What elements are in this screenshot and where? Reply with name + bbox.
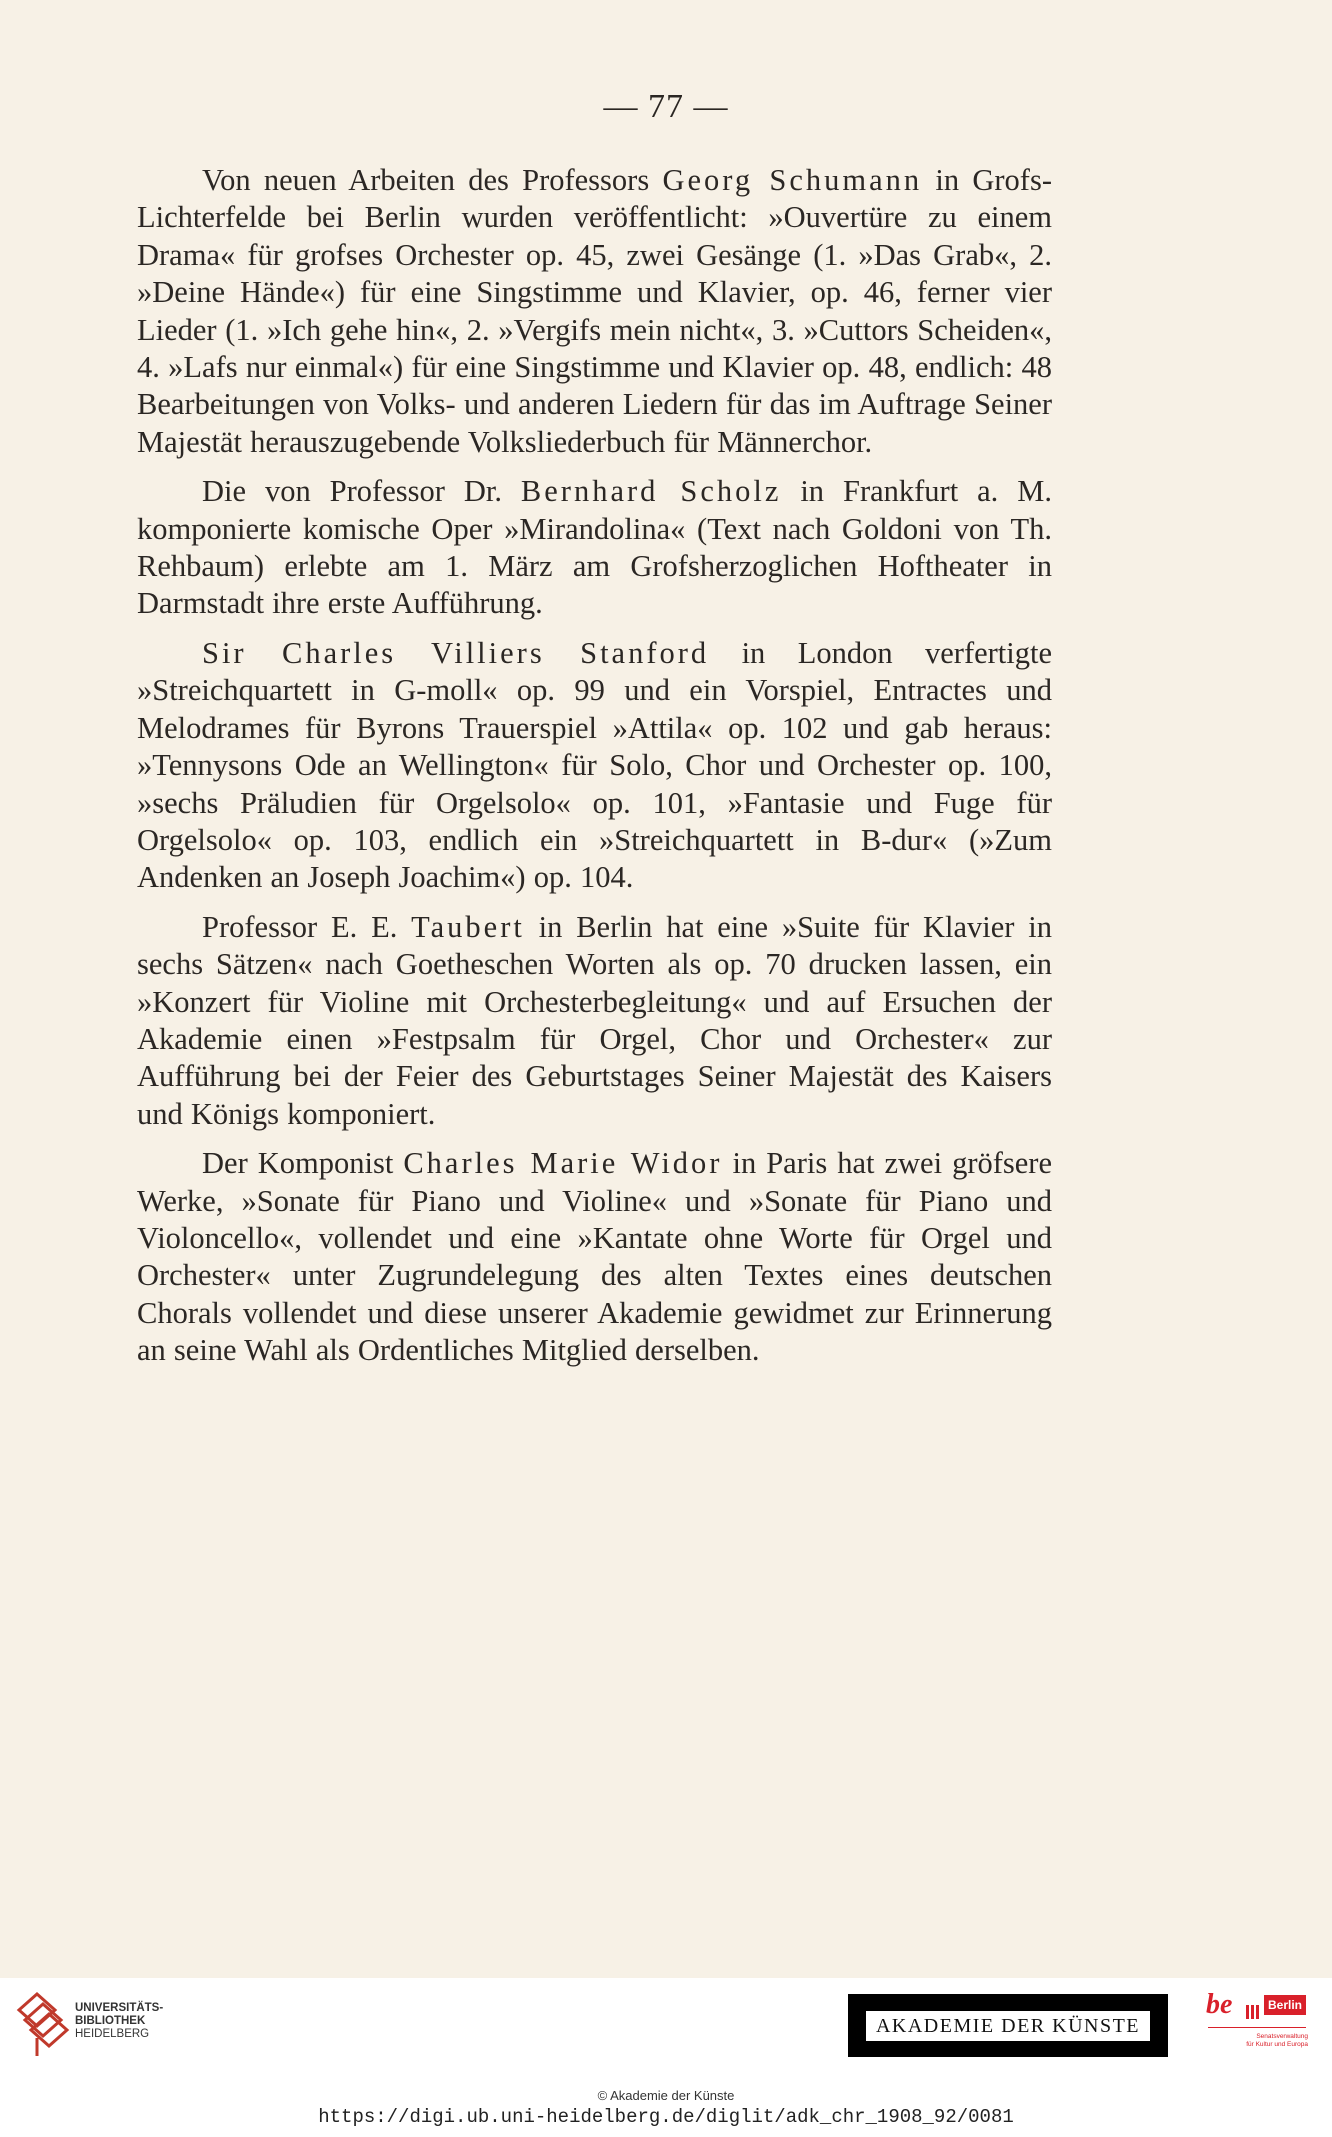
paragraph-taubert: [137, 909, 1052, 1133]
paragraph-stanford: [137, 635, 1052, 897]
senate-label: [1238, 2033, 1308, 2049]
paragraph-text: in Paris hat zwei gröfsere Werke, »Sonate für Piano und Violine« und »Sonate für Piano und Violoncello«, vollendet und eine »Kantate ohne Worte für Orgel und Orchester« unter Zugrundelegung des alten Textes eines deutschen Chorals vollendet und diese unserer Akademie gewidmet zur Erinnerung an seine Wahl als Ordentliches Mitglied derselben.: [137, 1146, 1052, 1368]
paragraph-text: in Grofs-Lichterfelde bei Berlin wurden veröffentlicht: »Ouvertüre zu einem Drama« für grofses Orchester op. 45, zwei Gesänge (1. »Das Grab«, 2. »Deine Hände«) für eine Singstimme und Klavier, op. 46, ferner vier Lieder (1. »Ich gehe hin«, 2. »Vergifs mein nicht«, 3. »Cuttors Scheiden«, 4. »Lafs nur einmal«) für eine Singstimme und Klavier op. 48, endlich: 48 Bearbeitungen von Volks- und anderen Liedern für das im Auftrage Seiner Majestät herauszugebende Volksliederbuch für Männerchor.: [137, 163, 1052, 459]
be-divider: [1208, 2027, 1306, 2028]
paragraph-text: in Berlin hat eine »Suite für Klavier in sechs Sätzen« nach Goetheschen Worten als op. 70 drucken lassen, ein »Konzert für Violine mit Orchesterbegleitung« und auf Ersuchen der Akademie einen »Festpsalm für Orgel, Chor und Orchester« zur Aufführung bei der Feier des Geburtstages Seiner Majestät des Kaisers und Königs komponiert.: [137, 909, 1052, 1131]
spaced-name: Georg Schumann: [662, 163, 923, 197]
copyright-notice: © Akademie der Künste: [597, 2088, 735, 2103]
spaced-name: Bernhard Scholz: [520, 474, 782, 509]
page-number: — 77 —: [603, 88, 729, 125]
senate-line: Senatsverwaltung: [1256, 2033, 1308, 2040]
paragraph-scholz: [137, 473, 1052, 623]
paragraph-text: Der Komponist: [202, 1146, 404, 1181]
ub-logo-line: BIBLIOTHEK: [75, 2015, 146, 2027]
permalink-url[interactable]: https://digi.ub.uni-heidelberg.de/diglit/adk_chr_1908_92/0081: [318, 2106, 1014, 2128]
spaced-name: Sir Charles Villiers Stanford: [202, 635, 710, 670]
ub-logo-text: [75, 2002, 163, 2041]
ub-logo-line: HEIDELBERG: [75, 2028, 150, 2040]
be-bars-icon: [1246, 2001, 1262, 2019]
paragraph-text: Von neuen Arbeiten des Professors: [202, 163, 663, 197]
page-body: [137, 162, 1052, 1382]
paragraph-widor: [137, 1145, 1052, 1369]
ub-logo-line: UNIVERSITÄTS-: [75, 2002, 164, 2014]
paragraph-text: Die von Professor Dr.: [202, 474, 521, 509]
be-berlin-box: Berlin: [1264, 1995, 1306, 2015]
adk-logo-label: AKADEMIE DER KÜNSTE: [866, 2011, 1150, 2041]
ub-heidelberg-logo-icon: [15, 1990, 71, 2060]
ub-heidelberg-logo[interactable]: [15, 1990, 165, 2060]
spaced-name: Charles Marie Widor: [403, 1146, 723, 1181]
senate-line: für Kultur und Europa: [1246, 2041, 1308, 2048]
paragraph-text: in Frankfurt a. M. komponierte komische Oper »Mirandolina« (Text nach Goldoni von Th. Rehbaum) erlebte am 1. März am Grofsherzoglichen Hoftheater in Darmstadt ihre erste Aufführung.: [137, 474, 1052, 621]
digitization-footer: [0, 1978, 1332, 2137]
akademie-der-kuenste-logo[interactable]: [848, 1994, 1168, 2057]
be-berlin-logo[interactable]: [1198, 1989, 1310, 2061]
paragraph-schumann: [137, 162, 1052, 461]
be-berlin-logo-icon: be: [1206, 1989, 1233, 2020]
paragraph-text: Professor E. E.: [202, 909, 412, 944]
paragraph-text: in London verfertigte »Streichquartett in G-moll« op. 99 und ein Vorspiel, Entractes und Melodrames für Byrons Trauerspiel »Attila« op. 102 und gab heraus: »Tennysons Ode an Wellington« für Solo, Chor und Orchester op. 100, »sechs Präludien für Orgelsolo« op. 101, »Fantasie und Fuge für Orgelsolo« op. 103, endlich ein »Streichquartett in B-dur« (»Zum Andenken an Joseph Joachim«) op. 104.: [137, 635, 1053, 895]
spaced-name: Taubert: [411, 909, 525, 944]
